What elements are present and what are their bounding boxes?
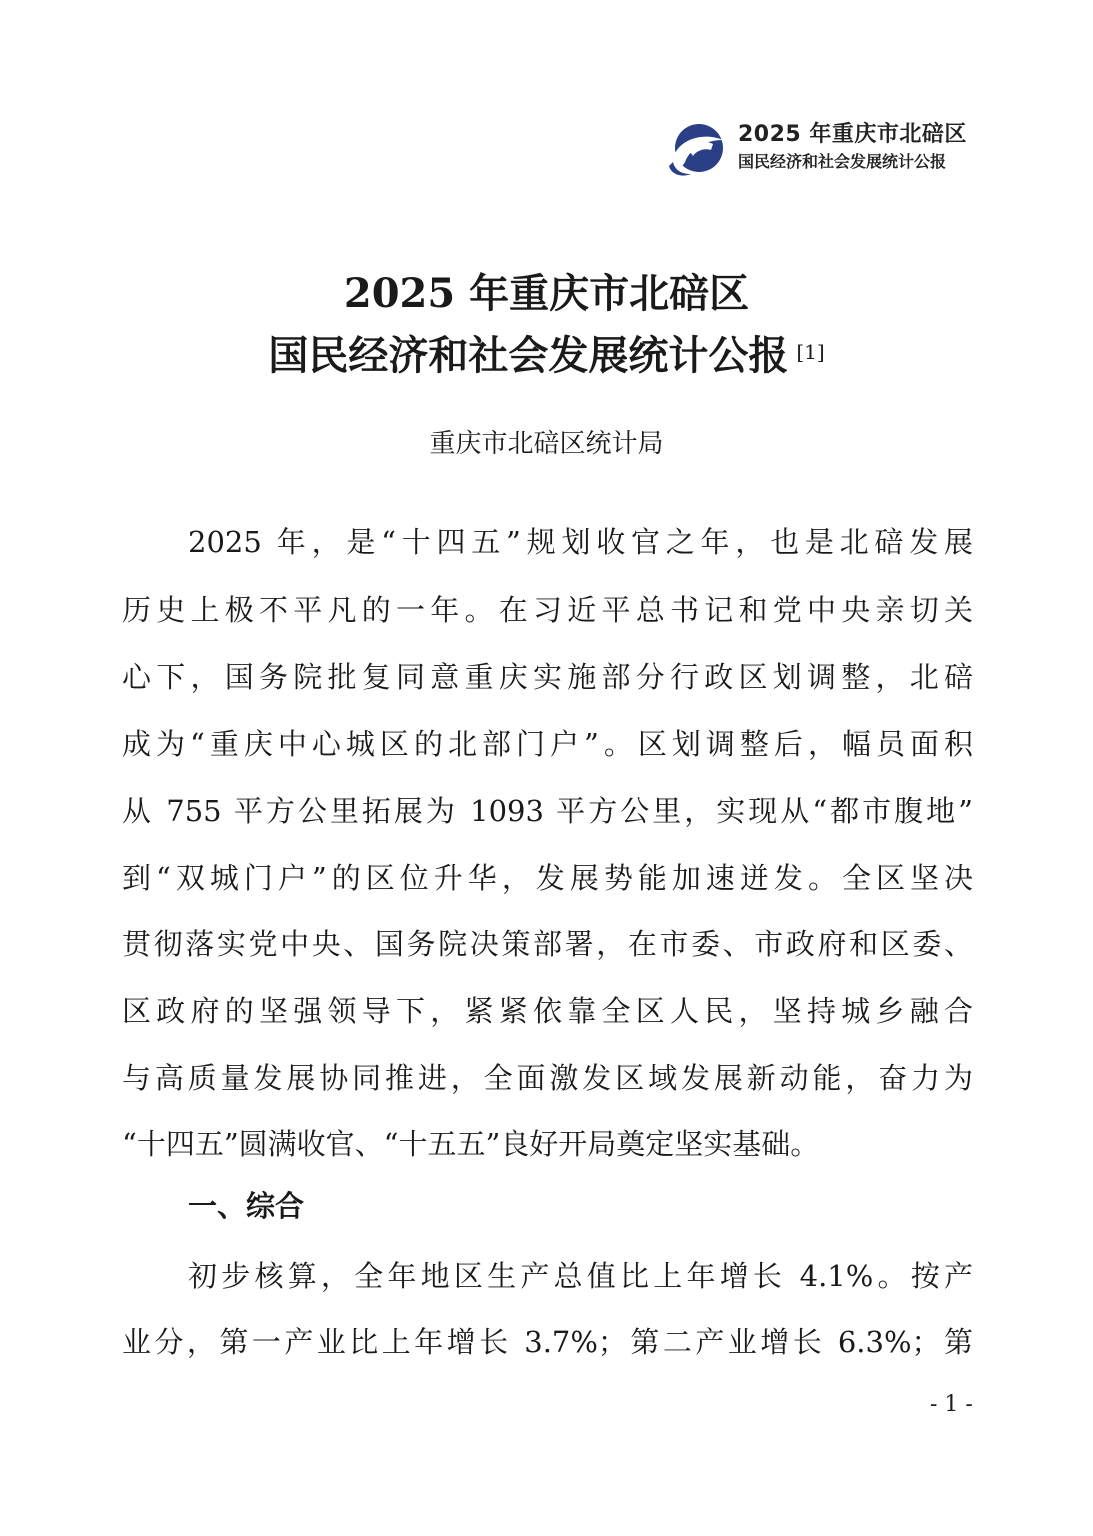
paragraph1-line: 从 755 平方公里拓展为 1093 平方公里，实现从“都市腹地” (122, 794, 973, 828)
paragraph1-line: 区政府的坚强领导下，紧紧依靠全区人民，坚持城乡融合 (122, 994, 973, 1028)
paragraph1-line: 心下，国务院批复同意重庆实施部分行政区划调整，北碚 (122, 660, 973, 694)
page-number: - 1 - (930, 1392, 973, 1417)
paragraph1-line: 与高质量发展协同推进，全面激发区域发展新动能，奋力为 (122, 1061, 973, 1095)
paragraph1-line: “十四五”圆满收官、“十五五”良好开局奠定坚实基础。 (122, 1127, 820, 1161)
header-brand (738, 120, 967, 174)
footnote-reference[interactable]: [1] (796, 340, 825, 364)
paragraph1-line: 到“双城门户”的区位升华，发展势能加速迸发。全区坚决 (122, 861, 973, 895)
section-heading: 一、综合 (188, 1189, 305, 1223)
paragraph1-line: 成为“重庆中心城区的北部门户”。区划调整后，幅员面积 (122, 727, 973, 761)
paragraph1-line: 2025 年，是“十四五”规划收官之年，也是北碚发展 (188, 525, 973, 559)
header-title-line1: 2025 年重庆市北碚区 (738, 122, 967, 147)
document-author: 重庆市北碚区统计局 (429, 429, 664, 459)
header-title-line2: 国民经济和社会发展统计公报 (738, 152, 947, 171)
document-title-line1: 2025 年重庆市北碚区 (343, 270, 750, 317)
bulletin-logo-icon (665, 118, 729, 182)
paragraph1-line: 历史上极不平凡的一年。在习近平总书记和党中央亲切关 (122, 593, 973, 627)
section1-line: 业分，第一产业比上年增长 3.7%；第二产业增长 6.3%；第 (122, 1325, 973, 1359)
paragraph1-line: 贯彻落实党中央、国务院决策部署，在市委、市政府和区委、 (122, 927, 973, 961)
document-title-line2-text: 国民经济和社会发展统计公报 (268, 332, 789, 379)
document-title-line2 (0, 328, 1093, 384)
section1-line: 初步核算，全年地区生产总值比上年增长 4.1%。按产 (188, 1259, 973, 1293)
